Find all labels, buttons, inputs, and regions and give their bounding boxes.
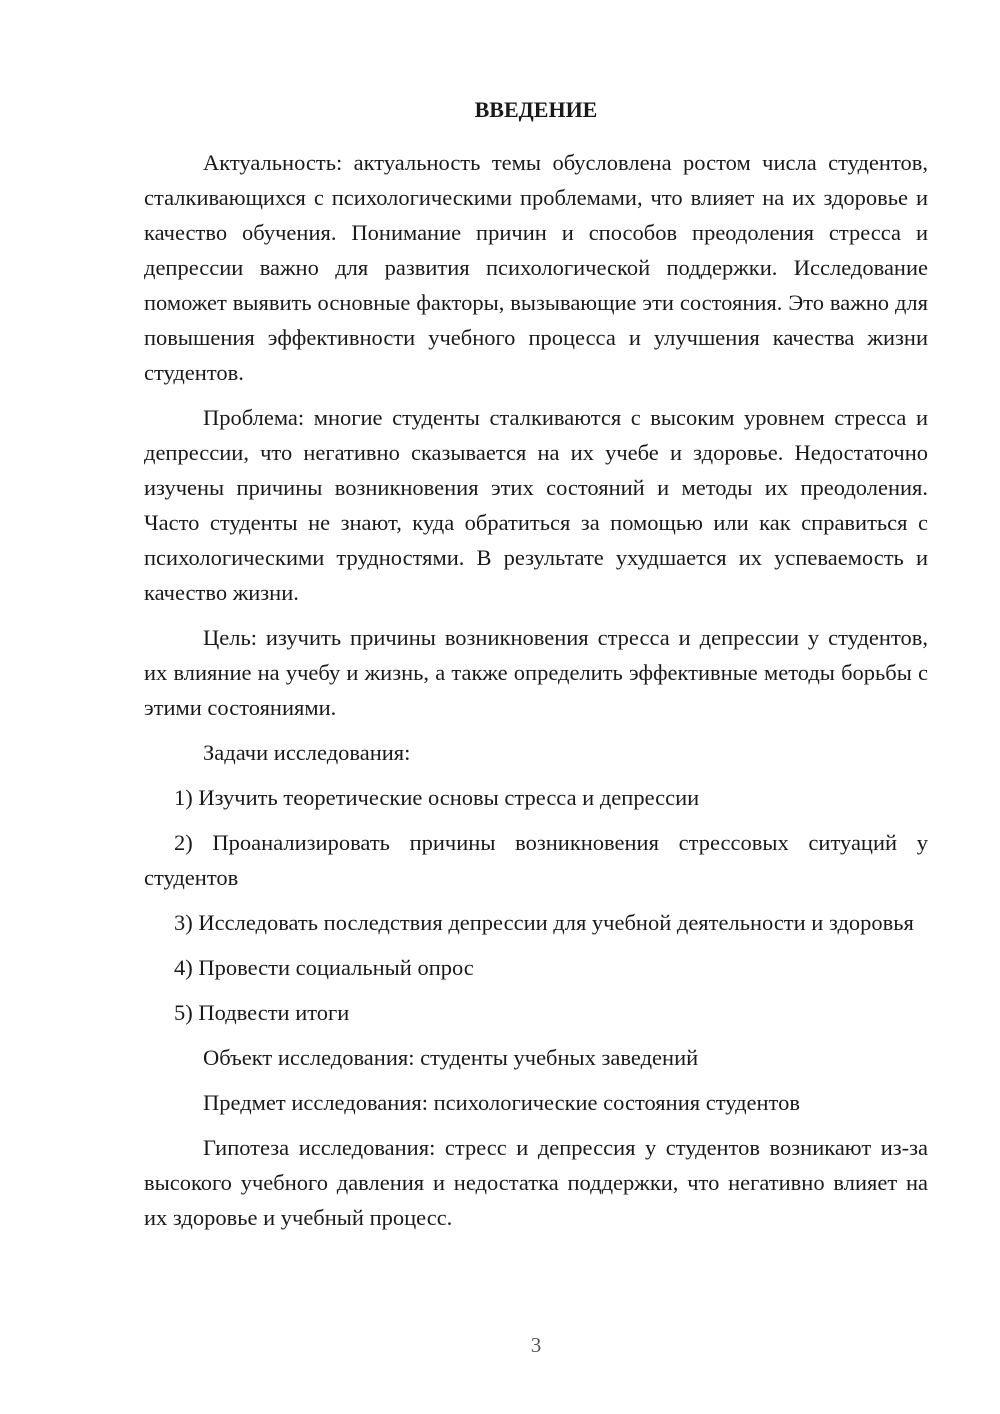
research-object: Объект исследования: студенты учебных заведений bbox=[203, 1045, 699, 1070]
problem-paragraph: Проблема: многие студенты сталкиваются с высоким уровнем стресса и депрессии, что негативно сказывается на их учебе и здоровье. Недостаточно изучены причины возникновения этих состояний и методы их преодоления. Часто студенты не знают, куда обратиться за помощью или как справиться с психологическими трудностями. В результате ухудшается их успеваемость и качество жизни. bbox=[144, 405, 928, 605]
section-title: ВВЕДЕНИЕ bbox=[474, 97, 598, 122]
page-number: 3 bbox=[530, 1333, 542, 1357]
page-content bbox=[144, 92, 928, 1245]
tasks-heading: Задачи исследования: bbox=[203, 740, 411, 765]
task-item-5: 5) Подвести итоги bbox=[174, 1000, 350, 1025]
task-item-1: 1) Изучить теоретические основы стресса и депрессии bbox=[174, 785, 700, 810]
goal-paragraph: Цель: изучить причины возникновения стресса и депрессии у студентов, их влияние на учебу и жизнь, а также определить эффективные методы борьбы с этими состояниями. bbox=[144, 625, 928, 720]
relevance-paragraph: Актуальность: актуальность темы обусловлена ростом числа студентов, сталкивающихся с психологическими проблемами, что влияет на их здоровье и качество обучения. Понимание причин и способов преодоления стресса и депрессии важно для развития психологической поддержки. Исследование поможет выявить основные факторы, вызывающие эти состояния. Это важно для повышения эффективности учебного процесса и улучшения качества жизни студентов. bbox=[144, 150, 928, 385]
task-item-2: 2) Проанализировать причины возникновения стрессовых ситуаций у студентов bbox=[144, 830, 928, 890]
hypothesis-paragraph: Гипотеза исследования: стресс и депрессия у студентов возникают из-за высокого учебного давления и недостатка поддержки, что негативно влияет на их здоровье и учебный процесс. bbox=[144, 1135, 928, 1230]
task-item-4: 4) Провести социальный опрос bbox=[174, 955, 474, 980]
research-subject: Предмет исследования: психологические состояния студентов bbox=[203, 1090, 800, 1115]
task-item-3: 3) Исследовать последствия депрессии для учебной деятельности и здоровья bbox=[174, 910, 914, 935]
